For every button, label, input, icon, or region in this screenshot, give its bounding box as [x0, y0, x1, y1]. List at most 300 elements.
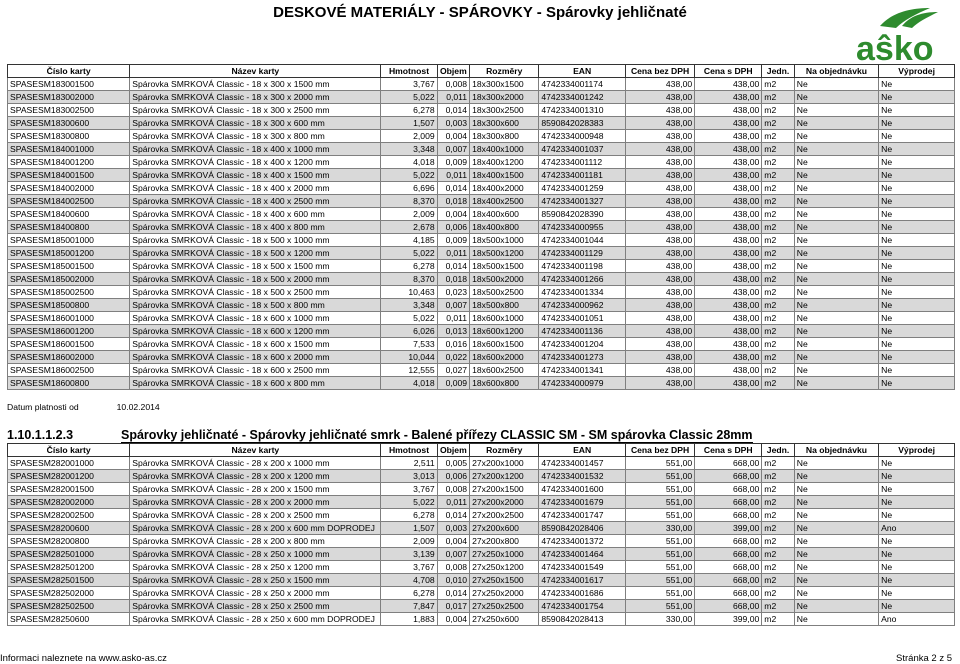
cell-price-excl-vat: 438,00	[625, 260, 694, 273]
table-row	[8, 364, 955, 377]
cell-weight: 3,348	[381, 143, 437, 156]
header-weight: Hmotnost	[381, 65, 437, 78]
header-unit: Jedn.	[762, 444, 794, 457]
cell-weight: 8,370	[381, 195, 437, 208]
cell-weight: 2,009	[381, 130, 437, 143]
cell-volume: 0,011	[437, 496, 469, 509]
cell-price-incl-vat: 668,00	[695, 600, 762, 613]
products-table-18mm	[7, 64, 955, 390]
cell-unit: m2	[762, 117, 794, 130]
cell-dimensions: 27x200x1000	[470, 457, 539, 470]
cell-price-incl-vat: 668,00	[695, 587, 762, 600]
cell-ean: 4742334000948	[539, 130, 626, 143]
cell-dimensions: 18x600x800	[470, 377, 539, 390]
cell-price-incl-vat: 438,00	[695, 117, 762, 130]
cell-volume: 0,006	[437, 470, 469, 483]
table-row	[8, 561, 955, 574]
cell-price-incl-vat: 438,00	[695, 208, 762, 221]
cell-card-number: SPASESM282501000	[8, 548, 130, 561]
cell-clearance: Ne	[879, 338, 955, 351]
cell-weight: 10,463	[381, 286, 437, 299]
cell-card-number: SPASESM185002000	[8, 273, 130, 286]
cell-clearance: Ne	[879, 169, 955, 182]
cell-volume: 0,007	[437, 548, 469, 561]
cell-volume: 0,014	[437, 104, 469, 117]
cell-weight: 1,883	[381, 613, 437, 626]
cell-card-name: Spárovka SMRKOVÁ Classic - 18 x 500 x 1000 mm	[130, 234, 381, 247]
cell-price-excl-vat: 551,00	[625, 600, 694, 613]
header-price-incl-vat: Cena s DPH	[695, 444, 762, 457]
cell-ean: 4742334001174	[539, 78, 626, 91]
cell-unit: m2	[762, 457, 794, 470]
cell-card-name: Spárovka SMRKOVÁ Classic - 18 x 600 x 800 mm	[130, 377, 381, 390]
cell-dimensions: 18x600x2500	[470, 364, 539, 377]
cell-price-incl-vat: 438,00	[695, 325, 762, 338]
table-row	[8, 496, 955, 509]
cell-unit: m2	[762, 104, 794, 117]
cell-card-number: SPASESM186002500	[8, 364, 130, 377]
cell-dimensions: 18x600x1200	[470, 325, 539, 338]
cell-on-order: Ne	[794, 377, 878, 390]
cell-on-order: Ne	[794, 509, 878, 522]
cell-dimensions: 18x300x1500	[470, 78, 539, 91]
cell-on-order: Ne	[794, 286, 878, 299]
asko-logo	[852, 6, 956, 66]
cell-ean: 4742334001372	[539, 535, 626, 548]
cell-price-incl-vat: 438,00	[695, 351, 762, 364]
cell-unit: m2	[762, 143, 794, 156]
cell-on-order: Ne	[794, 483, 878, 496]
cell-price-excl-vat: 438,00	[625, 169, 694, 182]
cell-card-number: SPASESM282002500	[8, 509, 130, 522]
cell-weight: 6,278	[381, 104, 437, 117]
cell-clearance: Ne	[879, 496, 955, 509]
table-row	[8, 509, 955, 522]
validity-info	[7, 402, 160, 412]
cell-weight: 7,847	[381, 600, 437, 613]
cell-volume: 0,004	[437, 208, 469, 221]
cell-on-order: Ne	[794, 104, 878, 117]
table-row	[8, 117, 955, 130]
cell-price-excl-vat: 551,00	[625, 509, 694, 522]
table-row	[8, 574, 955, 587]
header-card-name: Název karty	[130, 444, 381, 457]
header-dimensions: Rozměry	[470, 65, 539, 78]
table-row	[8, 91, 955, 104]
cell-card-number: SPASESM186001500	[8, 338, 130, 351]
cell-card-number: SPASESM185001000	[8, 234, 130, 247]
cell-clearance: Ne	[879, 574, 955, 587]
cell-card-name: Spárovka SMRKOVÁ Classic - 28 x 200 x 600 mm DOPRODEJ	[130, 522, 381, 535]
header-price-incl-vat: Cena s DPH	[695, 65, 762, 78]
cell-card-number: SPASESM186002000	[8, 351, 130, 364]
cell-price-excl-vat: 438,00	[625, 325, 694, 338]
cell-clearance: Ne	[879, 351, 955, 364]
cell-unit: m2	[762, 260, 794, 273]
header-clearance: Výprodej	[879, 65, 955, 78]
table-row	[8, 273, 955, 286]
cell-price-excl-vat: 438,00	[625, 351, 694, 364]
table-row	[8, 208, 955, 221]
cell-card-name: Spárovka SMRKOVÁ Classic - 18 x 500 x 1200 mm	[130, 247, 381, 260]
table-row	[8, 587, 955, 600]
cell-volume: 0,008	[437, 561, 469, 574]
cell-card-number: SPASESM184002000	[8, 182, 130, 195]
header-clearance: Výprodej	[879, 444, 955, 457]
cell-ean: 4742334001204	[539, 338, 626, 351]
cell-on-order: Ne	[794, 299, 878, 312]
cell-ean: 4742334001457	[539, 457, 626, 470]
cell-weight: 3,139	[381, 548, 437, 561]
cell-card-name: Spárovka SMRKOVÁ Classic - 18 x 500 x 800 mm	[130, 299, 381, 312]
cell-weight: 4,185	[381, 234, 437, 247]
cell-volume: 0,011	[437, 247, 469, 260]
cell-weight: 12,555	[381, 364, 437, 377]
table-row	[8, 130, 955, 143]
cell-card-name: Spárovka SMRKOVÁ Classic - 18 x 400 x 800 mm	[130, 221, 381, 234]
cell-price-incl-vat: 438,00	[695, 377, 762, 390]
cell-clearance: Ne	[879, 561, 955, 574]
cell-card-name: Spárovka SMRKOVÁ Classic - 18 x 400 x 1500 mm	[130, 169, 381, 182]
cell-dimensions: 18x400x600	[470, 208, 539, 221]
cell-on-order: Ne	[794, 561, 878, 574]
cell-ean: 8590842028406	[539, 522, 626, 535]
cell-card-name: Spárovka SMRKOVÁ Classic - 28 x 200 x 800 mm	[130, 535, 381, 548]
cell-ean: 4742334001310	[539, 104, 626, 117]
cell-dimensions: 18x400x1200	[470, 156, 539, 169]
cell-dimensions: 18x500x1500	[470, 260, 539, 273]
cell-ean: 4742334001136	[539, 325, 626, 338]
cell-on-order: Ne	[794, 600, 878, 613]
cell-clearance: Ne	[879, 234, 955, 247]
cell-price-excl-vat: 438,00	[625, 91, 694, 104]
cell-price-excl-vat: 438,00	[625, 78, 694, 91]
cell-ean: 4742334001532	[539, 470, 626, 483]
cell-price-excl-vat: 438,00	[625, 104, 694, 117]
cell-dimensions: 18x400x1000	[470, 143, 539, 156]
table-row	[8, 522, 955, 535]
cell-price-excl-vat: 551,00	[625, 561, 694, 574]
cell-card-name: Spárovka SMRKOVÁ Classic - 28 x 200 x 1500 mm	[130, 483, 381, 496]
cell-price-incl-vat: 438,00	[695, 286, 762, 299]
cell-clearance: Ne	[879, 156, 955, 169]
cell-price-incl-vat: 438,00	[695, 364, 762, 377]
cell-clearance: Ne	[879, 377, 955, 390]
cell-clearance: Ano	[879, 613, 955, 626]
header-card-name: Název karty	[130, 65, 381, 78]
cell-clearance: Ne	[879, 195, 955, 208]
cell-weight: 4,018	[381, 377, 437, 390]
cell-on-order: Ne	[794, 548, 878, 561]
cell-on-order: Ne	[794, 78, 878, 91]
cell-card-name: Spárovka SMRKOVÁ Classic - 18 x 300 x 1500 mm	[130, 78, 381, 91]
header-card-number: Číslo karty	[8, 444, 130, 457]
cell-card-number: SPASESM185001200	[8, 247, 130, 260]
cell-clearance: Ano	[879, 522, 955, 535]
cell-card-name: Spárovka SMRKOVÁ Classic - 28 x 250 x 2000 mm	[130, 587, 381, 600]
header-ean: EAN	[539, 65, 626, 78]
cell-on-order: Ne	[794, 587, 878, 600]
cell-card-number: SPASESM183002500	[8, 104, 130, 117]
cell-card-name: Spárovka SMRKOVÁ Classic - 28 x 250 x 1000 mm	[130, 548, 381, 561]
cell-dimensions: 18x600x2000	[470, 351, 539, 364]
cell-price-incl-vat: 438,00	[695, 156, 762, 169]
cell-unit: m2	[762, 364, 794, 377]
cell-card-name: Spárovka SMRKOVÁ Classic - 28 x 250 x 600 mm DOPRODEJ	[130, 613, 381, 626]
cell-volume: 0,014	[437, 260, 469, 273]
cell-volume: 0,018	[437, 273, 469, 286]
cell-dimensions: 27x200x600	[470, 522, 539, 535]
cell-unit: m2	[762, 522, 794, 535]
cell-card-number: SPASESM282501200	[8, 561, 130, 574]
cell-unit: m2	[762, 377, 794, 390]
cell-volume: 0,011	[437, 169, 469, 182]
cell-unit: m2	[762, 130, 794, 143]
cell-price-incl-vat: 438,00	[695, 234, 762, 247]
cell-clearance: Ne	[879, 143, 955, 156]
cell-ean: 4742334001341	[539, 364, 626, 377]
cell-card-number: SPASESM28250600	[8, 613, 130, 626]
cell-clearance: Ne	[879, 587, 955, 600]
cell-volume: 0,014	[437, 509, 469, 522]
cell-card-name: Spárovka SMRKOVÁ Classic - 28 x 200 x 2000 mm	[130, 496, 381, 509]
cell-card-name: Spárovka SMRKOVÁ Classic - 18 x 400 x 2500 mm	[130, 195, 381, 208]
section-title: Spárovky jehličnaté - Spárovky jehličnaté smrk - Balené přířezy CLASSIC SM - SM spárovka Classic 28mm	[121, 428, 753, 442]
cell-volume: 0,016	[437, 338, 469, 351]
cell-on-order: Ne	[794, 247, 878, 260]
cell-volume: 0,018	[437, 195, 469, 208]
cell-card-name: Spárovka SMRKOVÁ Classic - 18 x 600 x 2000 mm	[130, 351, 381, 364]
cell-ean: 4742334001242	[539, 91, 626, 104]
cell-ean: 4742334000962	[539, 299, 626, 312]
cell-volume: 0,011	[437, 312, 469, 325]
cell-price-incl-vat: 438,00	[695, 91, 762, 104]
cell-price-incl-vat: 668,00	[695, 496, 762, 509]
cell-card-name: Spárovka SMRKOVÁ Classic - 28 x 200 x 1200 mm	[130, 470, 381, 483]
cell-price-excl-vat: 438,00	[625, 273, 694, 286]
cell-price-excl-vat: 438,00	[625, 143, 694, 156]
cell-price-excl-vat: 438,00	[625, 338, 694, 351]
cell-ean: 4742334001464	[539, 548, 626, 561]
cell-weight: 5,022	[381, 496, 437, 509]
cell-card-name: Spárovka SMRKOVÁ Classic - 18 x 600 x 1000 mm	[130, 312, 381, 325]
cell-unit: m2	[762, 587, 794, 600]
cell-volume: 0,004	[437, 130, 469, 143]
cell-card-name: Spárovka SMRKOVÁ Classic - 18 x 400 x 1200 mm	[130, 156, 381, 169]
cell-price-incl-vat: 668,00	[695, 548, 762, 561]
cell-on-order: Ne	[794, 312, 878, 325]
cell-price-excl-vat: 551,00	[625, 496, 694, 509]
cell-unit: m2	[762, 561, 794, 574]
cell-price-excl-vat: 551,00	[625, 587, 694, 600]
cell-dimensions: 27x200x2500	[470, 509, 539, 522]
table-row	[8, 483, 955, 496]
cell-weight: 5,022	[381, 247, 437, 260]
cell-dimensions: 18x300x2500	[470, 104, 539, 117]
cell-ean: 4742334001273	[539, 351, 626, 364]
cell-card-name: Spárovka SMRKOVÁ Classic - 28 x 250 x 2500 mm	[130, 600, 381, 613]
cell-card-number: SPASESM282502000	[8, 587, 130, 600]
cell-on-order: Ne	[794, 457, 878, 470]
cell-unit: m2	[762, 548, 794, 561]
cell-clearance: Ne	[879, 104, 955, 117]
cell-ean: 4742334001259	[539, 182, 626, 195]
cell-weight: 10,044	[381, 351, 437, 364]
cell-unit: m2	[762, 286, 794, 299]
cell-on-order: Ne	[794, 496, 878, 509]
cell-dimensions: 27x250x1000	[470, 548, 539, 561]
cell-weight: 2,009	[381, 208, 437, 221]
table-row	[8, 299, 955, 312]
header-on-order: Na objednávku	[794, 444, 878, 457]
validity-date: 10.02.2014	[116, 402, 160, 412]
header-volume: Objem	[437, 65, 469, 78]
cell-on-order: Ne	[794, 195, 878, 208]
cell-price-incl-vat: 438,00	[695, 247, 762, 260]
cell-card-number: SPASESM184001000	[8, 143, 130, 156]
svg-text:aŝko: aŝko	[856, 30, 934, 66]
cell-clearance: Ne	[879, 286, 955, 299]
cell-weight: 1,507	[381, 117, 437, 130]
cell-clearance: Ne	[879, 312, 955, 325]
cell-weight: 2,678	[381, 221, 437, 234]
cell-price-incl-vat: 438,00	[695, 78, 762, 91]
cell-card-name: Spárovka SMRKOVÁ Classic - 18 x 400 x 2000 mm	[130, 182, 381, 195]
cell-volume: 0,013	[437, 325, 469, 338]
section-heading	[7, 428, 753, 443]
cell-price-excl-vat: 438,00	[625, 221, 694, 234]
cell-volume: 0,009	[437, 234, 469, 247]
table-row	[8, 143, 955, 156]
cell-weight: 6,026	[381, 325, 437, 338]
cell-dimensions: 18x600x1000	[470, 312, 539, 325]
cell-price-incl-vat: 668,00	[695, 535, 762, 548]
cell-clearance: Ne	[879, 483, 955, 496]
cell-card-number: SPASESM186001000	[8, 312, 130, 325]
cell-volume: 0,005	[437, 457, 469, 470]
cell-dimensions: 18x500x800	[470, 299, 539, 312]
cell-unit: m2	[762, 299, 794, 312]
cell-unit: m2	[762, 338, 794, 351]
cell-unit: m2	[762, 208, 794, 221]
cell-on-order: Ne	[794, 91, 878, 104]
cell-dimensions: 27x250x1500	[470, 574, 539, 587]
table-row	[8, 104, 955, 117]
cell-volume: 0,009	[437, 377, 469, 390]
cell-price-incl-vat: 438,00	[695, 104, 762, 117]
cell-card-number: SPASESM185001500	[8, 260, 130, 273]
table-row	[8, 78, 955, 91]
cell-clearance: Ne	[879, 91, 955, 104]
cell-card-number: SPASESM282502500	[8, 600, 130, 613]
cell-unit: m2	[762, 78, 794, 91]
cell-price-incl-vat: 668,00	[695, 574, 762, 587]
cell-price-incl-vat: 438,00	[695, 182, 762, 195]
cell-ean: 4742334001754	[539, 600, 626, 613]
cell-card-number: SPASESM282002000	[8, 496, 130, 509]
table-row	[8, 234, 955, 247]
table-row	[8, 247, 955, 260]
cell-price-excl-vat: 551,00	[625, 548, 694, 561]
cell-volume: 0,003	[437, 117, 469, 130]
cell-unit: m2	[762, 195, 794, 208]
cell-weight: 3,013	[381, 470, 437, 483]
cell-clearance: Ne	[879, 325, 955, 338]
cell-card-name: Spárovka SMRKOVÁ Classic - 18 x 500 x 2500 mm	[130, 286, 381, 299]
cell-weight: 5,022	[381, 91, 437, 104]
cell-volume: 0,010	[437, 574, 469, 587]
cell-on-order: Ne	[794, 522, 878, 535]
cell-ean: 4742334001334	[539, 286, 626, 299]
cell-unit: m2	[762, 600, 794, 613]
cell-ean: 8590842028383	[539, 117, 626, 130]
cell-clearance: Ne	[879, 182, 955, 195]
cell-unit: m2	[762, 169, 794, 182]
cell-unit: m2	[762, 247, 794, 260]
cell-weight: 1,507	[381, 522, 437, 535]
cell-card-number: SPASESM184001200	[8, 156, 130, 169]
validity-label: Datum platnosti od	[7, 402, 79, 412]
cell-unit: m2	[762, 351, 794, 364]
cell-weight: 7,533	[381, 338, 437, 351]
table-row	[8, 535, 955, 548]
cell-dimensions: 27x250x2500	[470, 600, 539, 613]
cell-card-number: SPASESM28200600	[8, 522, 130, 535]
cell-on-order: Ne	[794, 613, 878, 626]
cell-dimensions: 27x250x1200	[470, 561, 539, 574]
cell-unit: m2	[762, 234, 794, 247]
cell-clearance: Ne	[879, 78, 955, 91]
cell-ean: 4742334001617	[539, 574, 626, 587]
cell-price-incl-vat: 438,00	[695, 273, 762, 286]
cell-on-order: Ne	[794, 535, 878, 548]
cell-price-incl-vat: 438,00	[695, 338, 762, 351]
table-row	[8, 156, 955, 169]
cell-volume: 0,007	[437, 299, 469, 312]
cell-on-order: Ne	[794, 364, 878, 377]
cell-card-number: SPASESM183001500	[8, 78, 130, 91]
cell-price-excl-vat: 438,00	[625, 364, 694, 377]
cell-on-order: Ne	[794, 208, 878, 221]
cell-clearance: Ne	[879, 548, 955, 561]
cell-card-name: Spárovka SMRKOVÁ Classic - 18 x 600 x 2500 mm	[130, 364, 381, 377]
cell-dimensions: 18x500x2000	[470, 273, 539, 286]
cell-ean: 4742334001181	[539, 169, 626, 182]
cell-volume: 0,022	[437, 351, 469, 364]
cell-weight: 2,009	[381, 535, 437, 548]
cell-card-name: Spárovka SMRKOVÁ Classic - 18 x 500 x 2000 mm	[130, 273, 381, 286]
cell-price-incl-vat: 668,00	[695, 483, 762, 496]
cell-price-excl-vat: 551,00	[625, 457, 694, 470]
cell-ean: 4742334001044	[539, 234, 626, 247]
header-price-excl-vat: Cena bez DPH	[625, 65, 694, 78]
cell-card-name: Spárovka SMRKOVÁ Classic - 18 x 400 x 600 mm	[130, 208, 381, 221]
cell-card-name: Spárovka SMRKOVÁ Classic - 28 x 250 x 1200 mm	[130, 561, 381, 574]
cell-card-number: SPASESM18600800	[8, 377, 130, 390]
cell-weight: 6,696	[381, 182, 437, 195]
cell-volume: 0,003	[437, 522, 469, 535]
cell-ean: 8590842028413	[539, 613, 626, 626]
cell-volume: 0,004	[437, 535, 469, 548]
cell-clearance: Ne	[879, 273, 955, 286]
cell-price-incl-vat: 399,00	[695, 522, 762, 535]
cell-price-incl-vat: 438,00	[695, 195, 762, 208]
table-row	[8, 325, 955, 338]
cell-ean: 4742334001747	[539, 509, 626, 522]
header-volume: Objem	[437, 444, 469, 457]
cell-card-number: SPASESM282001500	[8, 483, 130, 496]
cell-card-number: SPASESM185002500	[8, 286, 130, 299]
